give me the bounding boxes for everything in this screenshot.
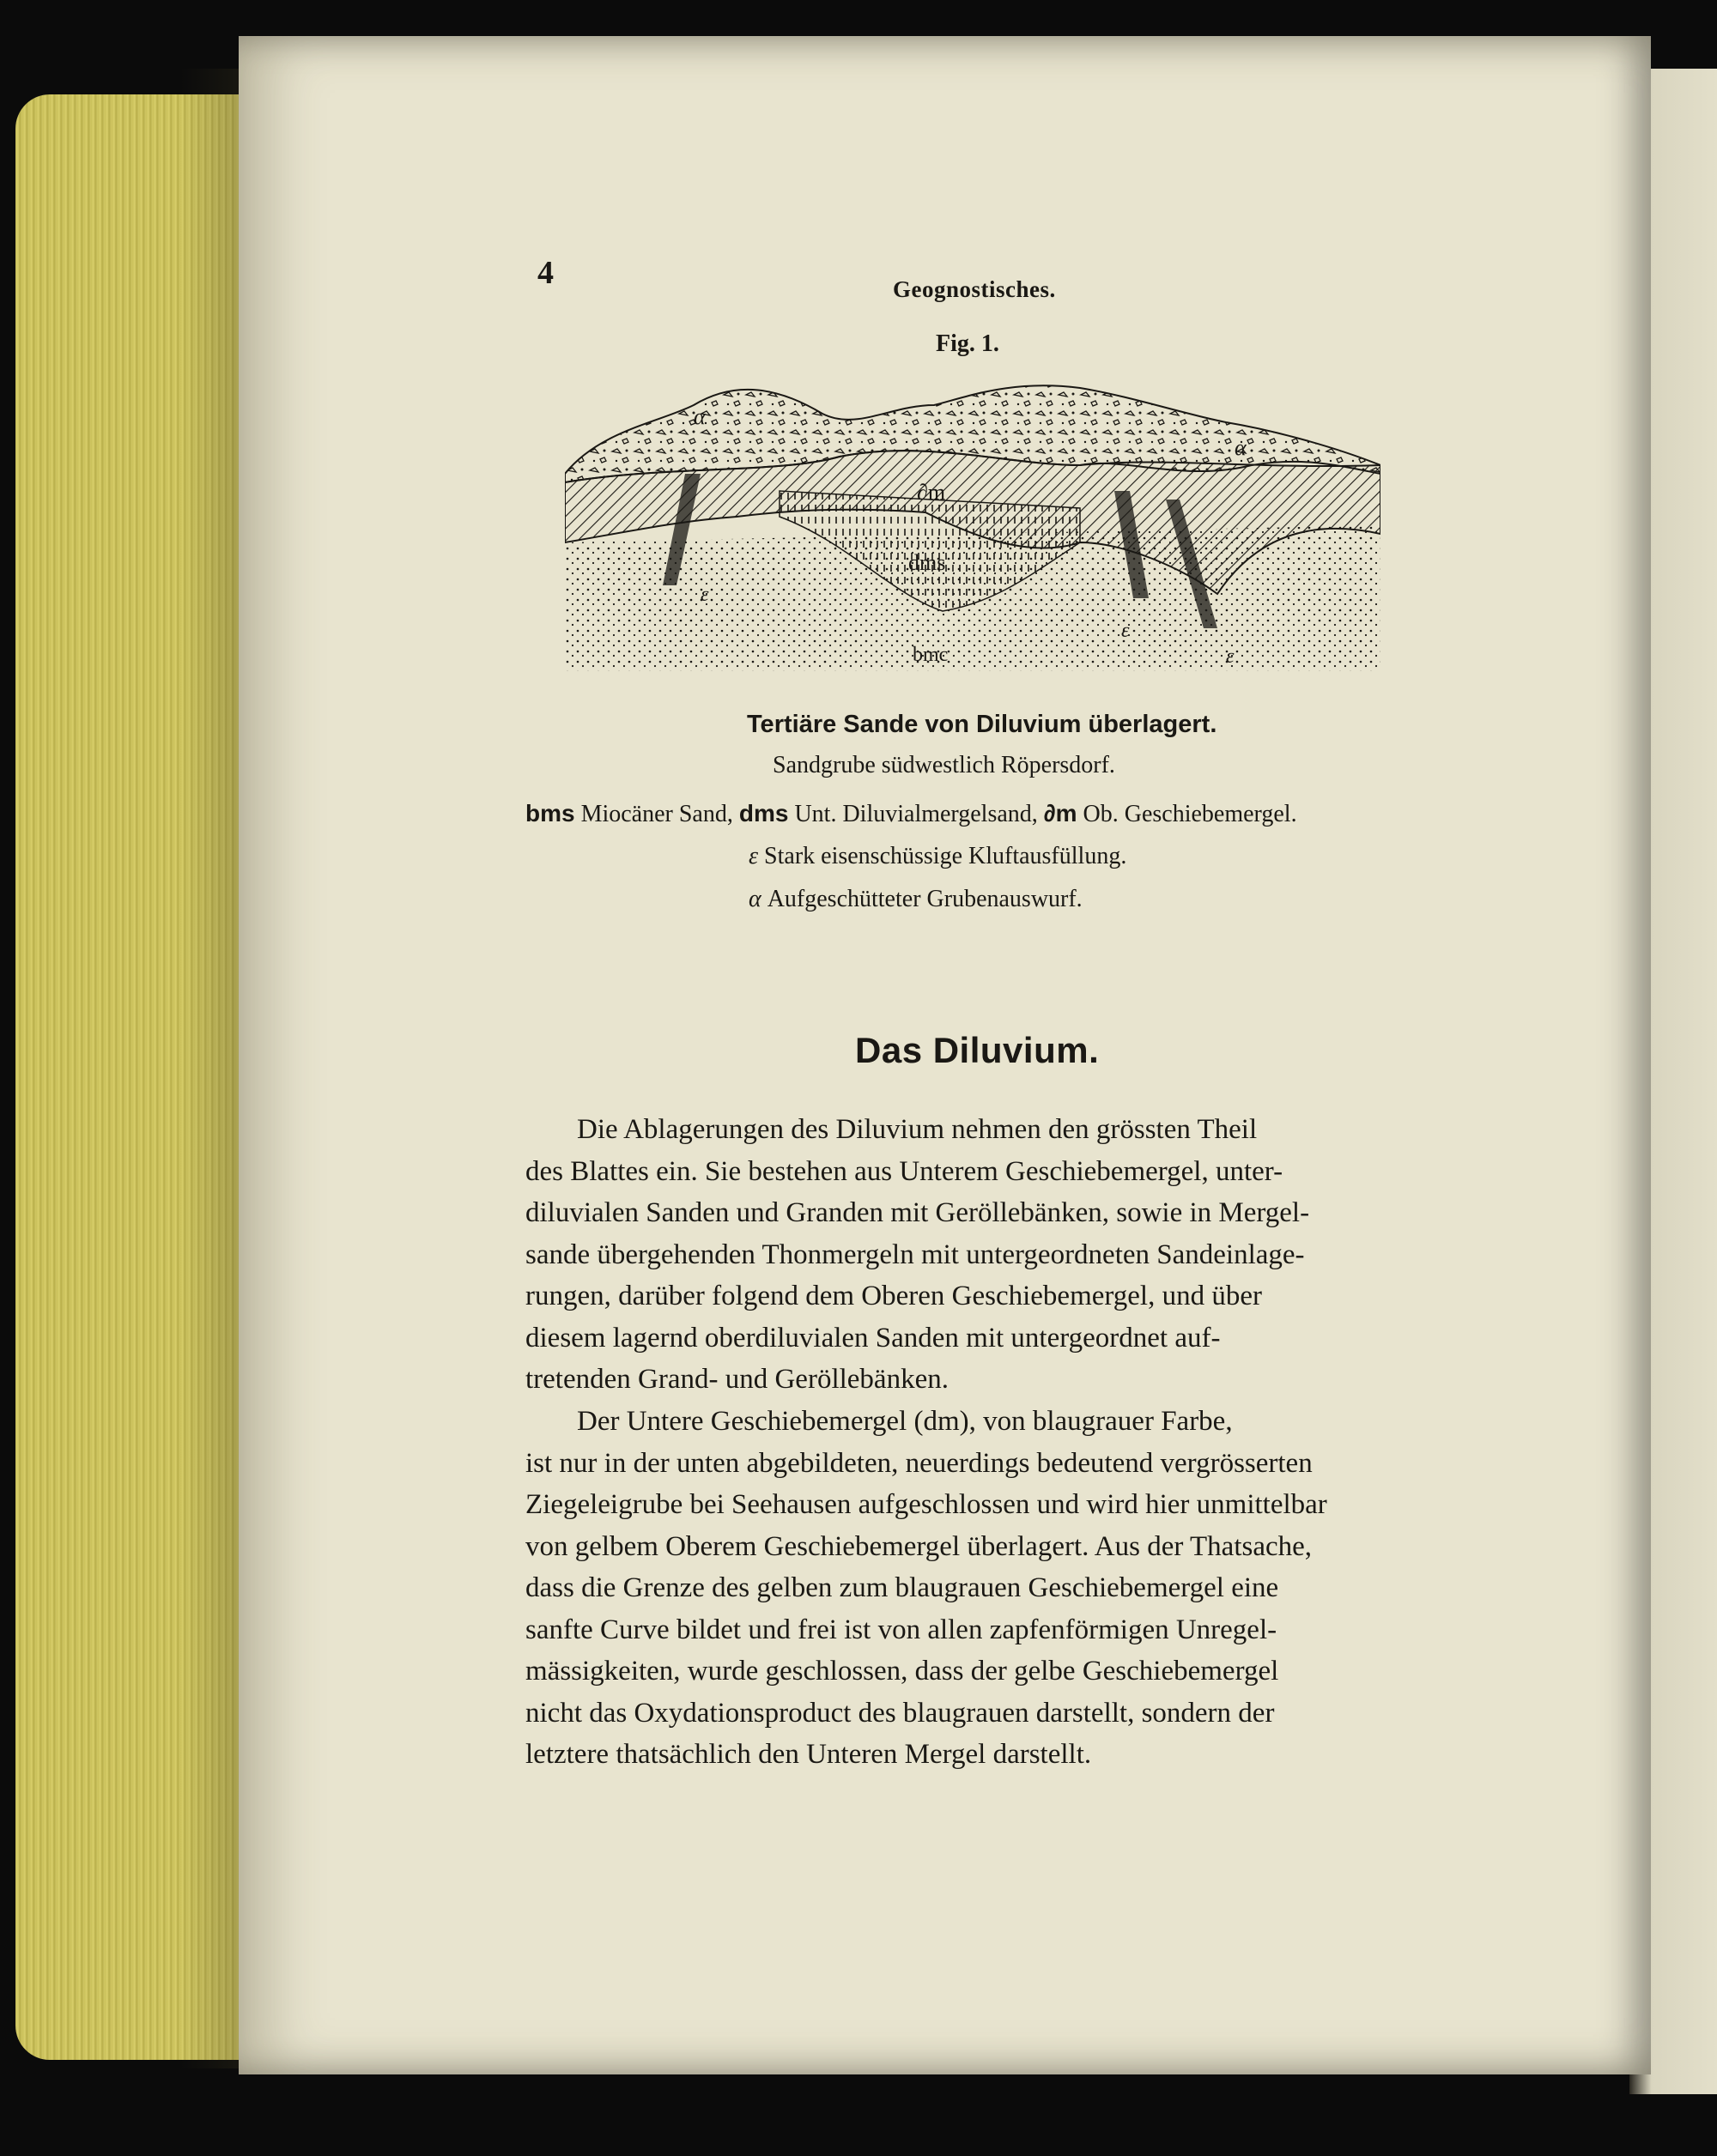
paragraph-line: Ziegeleigrube bei Seehausen aufgeschlossen und wird hier unmittelbar (525, 1489, 1327, 1520)
legend-text-dms: Unt. Diluvialmergelsand, (788, 801, 1044, 827)
paragraph-2 (525, 1401, 1384, 1776)
legend-line-3 (749, 886, 1083, 913)
page-number: 4 (537, 255, 554, 291)
label-epsilon-left: ε (701, 584, 709, 606)
geological-cross-section-figure (565, 371, 1380, 680)
legend-text-bms: Miocäner Sand, (574, 801, 739, 827)
section-title: Das Diluvium. (855, 1030, 1100, 1070)
paragraph-line: von gelbem Oberem Geschiebemergel überlagert. Aus der Thatsache, (525, 1530, 1313, 1562)
paragraph-line: nicht das Oxydationsproduct des blaugrauen darstellt, sondern der (525, 1697, 1275, 1729)
label-alpha-right: α (1235, 435, 1247, 460)
label-epsilon-middle: ε (1121, 620, 1130, 642)
legend-abbr-dm: ∂m (1043, 800, 1077, 827)
legend-line-2 (749, 843, 1126, 870)
paragraph-line: ist nur in der unten abgebildeten, neuerdings bedeutend vergrösserten (525, 1447, 1313, 1479)
paragraph-line: rungen, darüber folgend dem Oberen Geschiebemergel, und über (525, 1281, 1262, 1311)
cross-section-illustration (565, 371, 1380, 680)
figure-label: Fig. 1. (936, 330, 999, 357)
paragraph-1 (525, 1109, 1384, 1401)
paragraph-line: Der Untere Geschiebemergel (dm), von blaugrauer Farbe, (577, 1406, 1233, 1437)
paragraph-line: des Blattes ein. Sie bestehen aus Unterem Geschiebemergel, unter- (525, 1155, 1283, 1187)
paragraph-line: sande übergehenden Thonmergeln mit untergeordneten Sandeinlage- (525, 1238, 1305, 1270)
legend-symbol-alpha: α (749, 886, 761, 912)
paragraph-line: letztere thatsächlich den Unteren Mergel darstellt. (525, 1739, 1092, 1770)
legend-line-1 (525, 800, 1297, 828)
running-head: Geognostisches. (893, 276, 1056, 302)
label-dm: ∂m (917, 480, 946, 505)
legend-text-dm: Ob. Geschiebemergel. (1077, 801, 1297, 827)
paragraph-line: diesem lagernd oberdiluvialen Sanden mit untergeordnet auf- (525, 1322, 1221, 1354)
legend-text-epsilon: Stark eisenschüssige Kluftausfüllung. (758, 843, 1127, 869)
legend-abbr-dms: dms (738, 800, 789, 827)
paragraph-line: tretenden Grand- und Geröllebänken. (525, 1364, 949, 1395)
legend-abbr-bms: bms (525, 800, 575, 827)
paragraph-line: sanfte Curve bildet und frei ist von allen zapfenförmigen Unregel- (525, 1614, 1277, 1645)
paragraph-line: diluvialen Sanden und Granden mit Geröllebänken, sowie in Mergel- (525, 1197, 1310, 1228)
label-alpha-left: α (694, 404, 706, 429)
paragraph-line: Die Ablagerungen des Diluvium nehmen den grössten Theil (577, 1114, 1258, 1145)
paragraph-line: mässigkeiten, wurde geschlossen, dass der gelbe Geschiebemergel (525, 1656, 1279, 1687)
label-bmc: bmc (913, 644, 949, 666)
label-dms: dms (908, 550, 946, 575)
legend-text-alpha: Aufgeschütteter Grubenauswurf. (761, 886, 1083, 912)
label-epsilon-right: ε (1226, 645, 1235, 668)
legend-symbol-epsilon: ε (749, 843, 759, 869)
paragraph-line: dass die Grenze des gelben zum blaugrauen Geschiebemergel eine (525, 1572, 1279, 1603)
figure-caption-subtitle: Sandgrube südwestlich Röpersdorf. (773, 752, 1115, 778)
figure-caption-title: Tertiäre Sande von Diluvium überlagert. (747, 711, 1217, 738)
